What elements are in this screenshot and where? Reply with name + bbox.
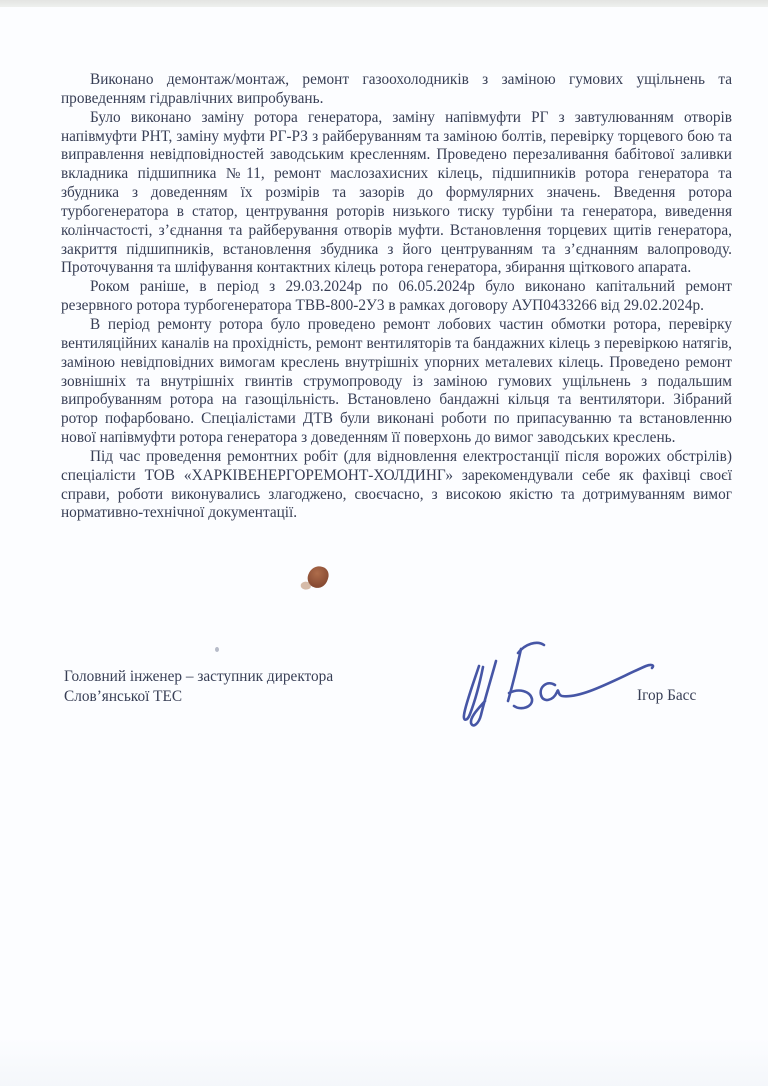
paragraph-previous-year-overhaul: Роком раніше, в період з 29.03.2024р по 06.05.2024р було виконано капітальний ремонт резервного ротора турбогенератора ТВВ-800-2У3 в рамках договору АУП0433266 від 29.02.2024р. bbox=[61, 278, 732, 315]
scan-edge-artifact-bottom bbox=[0, 1038, 768, 1086]
signature-autograph bbox=[452, 636, 662, 731]
ink-stain bbox=[305, 563, 331, 590]
signer-role-line-2: Слов’янської ТЕС bbox=[64, 687, 183, 705]
paragraph-rotor-replacement-works: Було виконано заміну ротора генератора, заміну напівмуфти РГ з завтулюванням отворів напівмуфти РНТ, заміну муфти РГ-РЗ з райберуванням та заміною болтів, перевірку торцевого бою та виправлення невідповідностей заводським кресленням. Проведено перезаливання бабітової заливки вкладника підшипника №11, ремонт маслозахисних кілець, підшипників ротора генератора та збудника з доведенням їх розмірів та зазорів до формулярних значень. Введення ротора турбогенератора в статор, центрування роторів низького тиску турбіни та генератора, виведення колінчастості, з’єднання та райберування отворів муфти. Встановлення торцевих щитів генератора, закриття підшипників, встановлення збудника з його центруванням та з’єднанням валопроводу. Проточування та шліфування контактних кілець ротора генератора, збирання щіткового апарата. bbox=[61, 108, 732, 277]
paragraph-hydraulic-tests: Виконано демонтаж/монтаж, ремонт газоохолодників з заміною гумових ущільнень та проведенням гідравлічних випробувань. bbox=[61, 71, 732, 107]
paragraph-rotor-repair-details: В період ремонту ротора було проведено ремонт лобових частин обмотки ротора, перевірку вентиляційних каналів на прохідність, ремонт вентиляторів та бандажних кілець з перевіркою натягів, заміною невідповідних вимогам креслень внутрішніх упорних металевих кілець. Проведено ремонт зовнішніх та внутрішніх гвинтів струмопроводу із заміною гумових ущільнень з подальшим випробуванням ротора на газощільність. Встановлено бандажні кільця та вентилятори. Зібраний ротор пофарбовано. Спеціалістами ДТВ були виконані роботи по припасуванню та встановленню нової напівмуфти ротора генератора з доведенням її поверхонь до вимог заводських креслень. bbox=[61, 315, 732, 447]
scan-speck bbox=[215, 647, 219, 652]
signer-name: Ігор Басс bbox=[637, 687, 697, 704]
scan-edge-artifact-top bbox=[0, 0, 768, 7]
paragraph-recommendation: Під час проведення ремонтних робіт (для відновлення електростанції після ворожих обстрілів) спеціалісти ТОВ «ХАРКІВЕНЕРГОРЕМОНТ-ХОЛДИНГ» зарекомендували себе як фахівці своєї справи, роботи виконувались злагоджено, своєчасно, з високою якістю та дотримуванням вимог нормативно-технічної документації. bbox=[61, 447, 732, 522]
letter-body bbox=[61, 71, 732, 523]
signer-role bbox=[64, 667, 333, 706]
signer-role-line-1: Головний інженер – заступник директора bbox=[64, 668, 334, 685]
